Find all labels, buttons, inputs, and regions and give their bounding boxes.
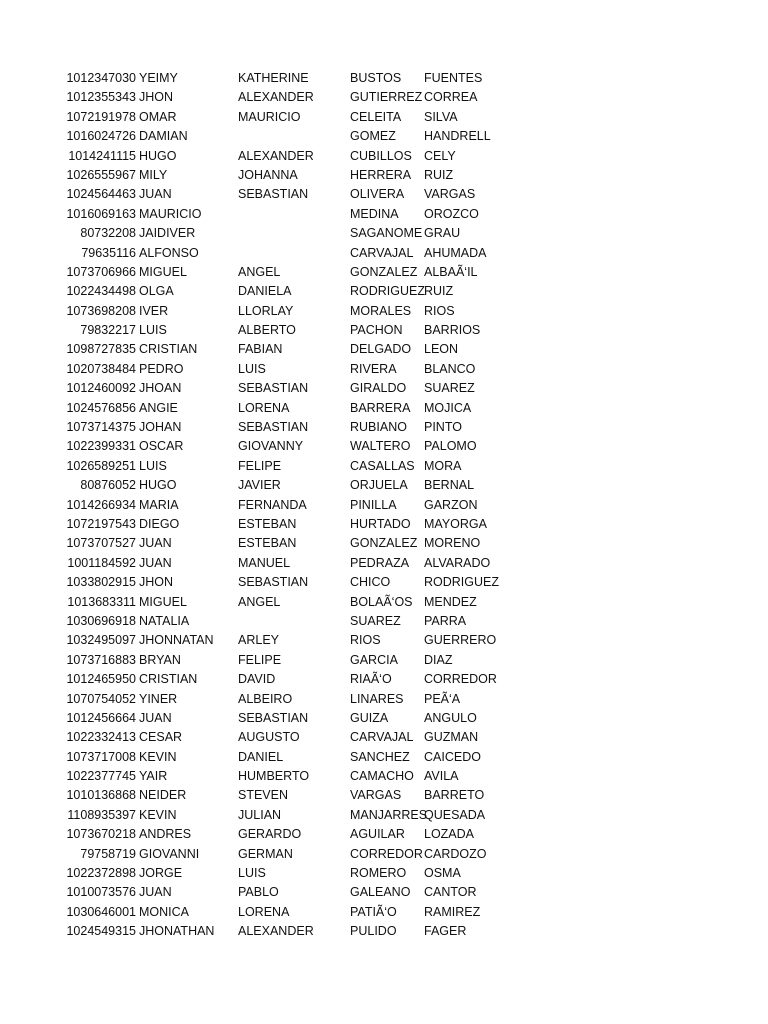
first-name: DAMIAN xyxy=(139,129,188,144)
second-name: STEVEN xyxy=(238,788,289,803)
first-surname: LINARES xyxy=(350,691,404,706)
id-number: 1026555967 xyxy=(66,167,136,182)
id-number: 1033802915 xyxy=(66,575,136,590)
list-row xyxy=(0,825,768,844)
first-surname: GONZALEZ xyxy=(350,536,418,551)
first-surname: GUTIERREZ xyxy=(350,90,423,105)
id-number: 1022332413 xyxy=(66,730,136,745)
first-name: OSCAR xyxy=(139,439,184,454)
first-surname: GIRALDO xyxy=(350,381,407,396)
id-number: 1001184592 xyxy=(67,555,136,570)
first-surname: MEDINA xyxy=(350,206,399,221)
second-surname: BLANCO xyxy=(424,361,476,376)
list-row xyxy=(0,224,768,243)
first-surname: MORALES xyxy=(350,303,412,318)
first-name: JHONATHAN xyxy=(139,924,215,939)
second-surname: SUAREZ xyxy=(424,381,475,396)
id-number: 1098727835 xyxy=(66,342,136,357)
id-number: 1024549315 xyxy=(66,924,136,939)
list-row xyxy=(0,399,768,418)
second-surname: FAGER xyxy=(424,924,467,939)
second-name: ALEXANDER xyxy=(238,924,314,939)
list-row xyxy=(0,709,768,728)
second-name: JAVIER xyxy=(238,478,281,493)
second-name: LUIS xyxy=(238,361,266,376)
first-name: ANGIE xyxy=(139,400,178,415)
first-surname: CASALLAS xyxy=(350,458,415,473)
second-surname: QUESADA xyxy=(424,807,486,822)
first-surname: RIOS xyxy=(350,633,381,648)
id-number: 1072191978 xyxy=(66,109,136,124)
id-number: 1014266934 xyxy=(66,497,136,512)
first-name: JHONNATAN xyxy=(139,633,214,648)
list-row xyxy=(0,88,768,107)
first-name: JAIDIVER xyxy=(139,226,196,241)
second-surname: RODRIGUEZ xyxy=(424,575,499,590)
list-row xyxy=(0,670,768,689)
id-number: 79832217 xyxy=(80,323,136,338)
id-number: 80732208 xyxy=(80,226,136,241)
first-surname: PEDRAZA xyxy=(350,555,410,570)
second-name: AUGUSTO xyxy=(238,730,300,745)
second-name: FELIPE xyxy=(238,652,282,667)
id-number: 1014241115 xyxy=(68,148,136,163)
first-name: KEVIN xyxy=(139,807,177,822)
second-surname: GRAU xyxy=(424,226,461,241)
second-name: ANGEL xyxy=(238,594,281,609)
first-surname: CORREDOR xyxy=(350,846,423,861)
first-name: LUIS xyxy=(139,458,167,473)
first-name: YAIR xyxy=(139,769,168,784)
second-surname: PARRA xyxy=(424,613,467,628)
list-row xyxy=(0,166,768,185)
first-surname: ORJUELA xyxy=(350,478,408,493)
id-number: 80876052 xyxy=(80,478,136,493)
list-row xyxy=(0,903,768,922)
first-surname: CHICO xyxy=(350,575,391,590)
list-row xyxy=(0,573,768,592)
list-row xyxy=(0,651,768,670)
first-name: JORGE xyxy=(139,866,183,881)
first-name: KEVIN xyxy=(139,749,177,764)
second-surname: MENDEZ xyxy=(424,594,477,609)
second-surname: PALOMO xyxy=(424,439,477,454)
second-surname: OSMA xyxy=(424,866,461,881)
second-surname: LOZADA xyxy=(424,827,475,842)
id-number: 1032495097 xyxy=(66,633,136,648)
second-name: SEBASTIAN xyxy=(238,420,309,435)
second-surname: PINTO xyxy=(424,420,462,435)
second-name: DAVID xyxy=(238,672,276,687)
second-name: ALEXANDER xyxy=(238,148,314,163)
second-name: LORENA xyxy=(238,904,290,919)
first-name: LUIS xyxy=(139,323,167,338)
first-name: MILY xyxy=(139,167,168,182)
first-surname: OLIVERA xyxy=(350,187,405,202)
first-name: JUAN xyxy=(139,710,172,725)
first-surname: GOMEZ xyxy=(350,129,396,144)
first-name: JHOAN xyxy=(139,381,182,396)
second-surname: RUIZ xyxy=(424,284,454,299)
list-row xyxy=(0,418,768,437)
id-number: 1012456664 xyxy=(66,710,136,725)
second-name: LUIS xyxy=(238,866,266,881)
list-row xyxy=(0,922,768,941)
first-surname: HURTADO xyxy=(350,516,411,531)
first-name: YEIMY xyxy=(139,71,178,85)
id-number: 1022434498 xyxy=(66,284,136,299)
id-number: 1073706966 xyxy=(66,264,136,279)
first-name: CRISTIAN xyxy=(139,342,198,357)
first-surname: CUBILLOS xyxy=(350,148,412,163)
second-surname: ANGULO xyxy=(424,710,477,725)
list-row xyxy=(0,244,768,263)
second-surname: RAMIREZ xyxy=(424,904,481,919)
second-name: GERMAN xyxy=(238,846,293,861)
list-row xyxy=(0,845,768,864)
second-name: ALEXANDER xyxy=(238,90,314,105)
id-number: 1073717008 xyxy=(66,749,136,764)
id-number: 1070754052 xyxy=(66,691,136,706)
second-surname: MAYORGA xyxy=(424,516,487,531)
id-number: 1022377745 xyxy=(66,769,136,784)
second-surname: CELY xyxy=(424,148,456,163)
id-number: 1030646001 xyxy=(66,904,136,919)
list-row xyxy=(0,476,768,495)
first-name: OLGA xyxy=(139,284,174,299)
list-row xyxy=(0,554,768,573)
first-surname: CELEITA xyxy=(350,109,402,124)
second-name: ANGEL xyxy=(238,264,281,279)
second-surname: CORREA xyxy=(424,90,478,105)
second-surname: GUZMAN xyxy=(424,730,479,745)
second-name: FABIAN xyxy=(238,342,283,357)
id-number: 1024564463 xyxy=(66,187,136,202)
second-surname: GARZON xyxy=(424,497,478,512)
first-surname: GARCIA xyxy=(350,652,398,667)
first-name: YINER xyxy=(139,691,178,706)
first-name: JUAN xyxy=(139,536,172,551)
second-surname: HANDRELL xyxy=(424,129,491,144)
list-row xyxy=(0,302,768,321)
list-row xyxy=(0,767,768,786)
first-surname: WALTERO xyxy=(350,439,411,454)
second-surname: MORA xyxy=(424,458,462,473)
second-surname: BARRETO xyxy=(424,788,485,803)
list-row xyxy=(0,69,768,88)
list-row xyxy=(0,108,768,127)
first-surname: CARVAJAL xyxy=(350,245,414,260)
list-row xyxy=(0,786,768,805)
first-name: MIGUEL xyxy=(139,594,187,609)
second-surname: ALVARADO xyxy=(424,555,491,570)
first-surname: RIAÃ‘O xyxy=(350,672,392,687)
id-number: 1022399331 xyxy=(66,439,136,454)
second-surname: CANTOR xyxy=(424,885,477,900)
second-surname: DIAZ xyxy=(424,652,453,667)
second-name: ARLEY xyxy=(238,633,279,648)
list-row xyxy=(0,205,768,224)
id-number: 1012347030 xyxy=(66,71,136,85)
first-surname: AGUILAR xyxy=(350,827,405,842)
first-name: HUGO xyxy=(139,478,177,493)
first-name: DIEGO xyxy=(139,516,180,531)
second-name: SEBASTIAN xyxy=(238,381,309,396)
list-row xyxy=(0,593,768,612)
id-number: 1010073576 xyxy=(66,885,136,900)
list-row xyxy=(0,864,768,883)
first-surname: BARRERA xyxy=(350,400,411,415)
first-surname: GUIZA xyxy=(350,710,389,725)
first-name: MIGUEL xyxy=(139,264,187,279)
first-name: OMAR xyxy=(139,109,177,124)
second-surname: BERNAL xyxy=(424,478,475,493)
list-row xyxy=(0,321,768,340)
id-number: 1012355343 xyxy=(66,90,136,105)
list-row xyxy=(0,457,768,476)
second-surname: GUERRERO xyxy=(424,633,497,648)
first-name: ANDRES xyxy=(139,827,192,842)
second-name: ESTEBAN xyxy=(238,516,297,531)
second-surname: CAICEDO xyxy=(424,749,481,764)
first-surname: PINILLA xyxy=(350,497,397,512)
first-surname: DELGADO xyxy=(350,342,412,357)
list-row xyxy=(0,127,768,146)
id-number: 1022372898 xyxy=(66,866,136,881)
id-number: 1030696918 xyxy=(66,613,136,628)
first-name: MONICA xyxy=(139,904,189,919)
second-name: FELIPE xyxy=(238,458,282,473)
first-name: BRYAN xyxy=(139,652,181,667)
first-surname: SANCHEZ xyxy=(350,749,410,764)
second-name: DANIEL xyxy=(238,749,284,764)
first-name: CRISTIAN xyxy=(139,672,198,687)
first-surname: VARGAS xyxy=(350,788,402,803)
first-name: MAURICIO xyxy=(139,206,202,221)
list-row xyxy=(0,806,768,825)
second-name: ALBEIRO xyxy=(238,691,293,706)
first-surname: RUBIANO xyxy=(350,420,407,435)
first-surname: BOLAÃ‘OS xyxy=(350,594,413,609)
first-name: NEIDER xyxy=(139,788,187,803)
second-name: KATHERINE xyxy=(238,71,309,85)
name-list xyxy=(0,69,768,942)
second-surname: OROZCO xyxy=(424,206,479,221)
id-number: 1013683311 xyxy=(67,594,136,609)
second-name: MANUEL xyxy=(238,555,291,570)
second-name: ESTEBAN xyxy=(238,536,297,551)
first-surname: GALEANO xyxy=(350,885,411,900)
first-surname: PULIDO xyxy=(350,924,397,939)
second-name: FERNANDA xyxy=(238,497,307,512)
first-name: JUAN xyxy=(139,885,172,900)
id-number: 1073698208 xyxy=(66,303,136,318)
second-surname: RUIZ xyxy=(424,167,454,182)
second-name: SEBASTIAN xyxy=(238,187,309,202)
id-number: 1012465950 xyxy=(66,672,136,687)
second-name: GIOVANNY xyxy=(238,439,304,454)
list-row xyxy=(0,690,768,709)
id-number: 1073714375 xyxy=(66,420,136,435)
first-name: JHON xyxy=(139,90,174,105)
first-surname: ROMERO xyxy=(350,866,407,881)
first-surname: RODRIGUEZ xyxy=(350,284,425,299)
first-surname: CAMACHO xyxy=(350,769,414,784)
list-row xyxy=(0,728,768,747)
second-surname: FUENTES xyxy=(424,71,483,85)
second-surname: MOJICA xyxy=(424,400,472,415)
first-name: HUGO xyxy=(139,148,177,163)
first-surname: RIVERA xyxy=(350,361,397,376)
first-name: JUAN xyxy=(139,187,172,202)
id-number: 1016069163 xyxy=(66,206,136,221)
second-surname: RIOS xyxy=(424,303,455,318)
second-surname: LEON xyxy=(424,342,459,357)
id-number: 1072197543 xyxy=(66,516,136,531)
second-name: DANIELA xyxy=(238,284,292,299)
first-name: CESAR xyxy=(139,730,183,745)
second-surname: SILVA xyxy=(424,109,458,124)
second-name: ALBERTO xyxy=(238,323,296,338)
first-surname: HERRERA xyxy=(350,167,412,182)
id-number: 1026589251 xyxy=(66,458,136,473)
list-row xyxy=(0,185,768,204)
list-row xyxy=(0,437,768,456)
first-name: JUAN xyxy=(139,555,172,570)
list-row xyxy=(0,631,768,650)
second-name: SEBASTIAN xyxy=(238,575,309,590)
id-number: 1073716883 xyxy=(66,652,136,667)
second-name: LORENA xyxy=(238,400,290,415)
id-number: 79758719 xyxy=(80,846,136,861)
id-number: 1016024726 xyxy=(66,129,136,144)
second-surname: CORREDOR xyxy=(424,672,497,687)
second-surname: VARGAS xyxy=(424,187,476,202)
id-number: 1073707527 xyxy=(66,536,136,551)
first-name: NATALIA xyxy=(139,613,190,628)
first-name: MARIA xyxy=(139,497,179,512)
second-surname: BARRIOS xyxy=(424,323,481,338)
second-name: JULIAN xyxy=(238,807,282,822)
first-name: GIOVANNI xyxy=(139,846,200,861)
list-row xyxy=(0,748,768,767)
first-name: JOHAN xyxy=(139,420,182,435)
list-row xyxy=(0,340,768,359)
id-number: 1108935397 xyxy=(67,807,136,822)
list-row xyxy=(0,263,768,282)
second-name: SEBASTIAN xyxy=(238,710,309,725)
list-row xyxy=(0,612,768,631)
second-name: MAURICIO xyxy=(238,109,301,124)
first-surname: GONZALEZ xyxy=(350,264,418,279)
second-surname: AVILA xyxy=(424,769,459,784)
first-surname: SUAREZ xyxy=(350,613,401,628)
first-name: PEDRO xyxy=(139,361,184,376)
list-row xyxy=(0,360,768,379)
list-row xyxy=(0,515,768,534)
first-surname: BUSTOS xyxy=(350,71,402,85)
id-number: 1020738484 xyxy=(66,361,136,376)
list-row xyxy=(0,282,768,301)
id-number: 79635116 xyxy=(81,245,136,260)
first-name: IVER xyxy=(139,303,169,318)
second-surname: PEÃ‘A xyxy=(424,691,461,706)
second-name: JOHANNA xyxy=(238,167,298,182)
first-surname: SAGANOME xyxy=(350,226,423,241)
list-row xyxy=(0,147,768,166)
first-name: ALFONSO xyxy=(139,245,199,260)
list-row xyxy=(0,496,768,515)
second-name: HUMBERTO xyxy=(238,769,310,784)
first-surname: CARVAJAL xyxy=(350,730,414,745)
second-surname: ALBAÃ‘IL xyxy=(424,264,478,279)
id-number: 1010136868 xyxy=(66,788,136,803)
id-number: 1073670218 xyxy=(66,827,136,842)
second-name: LLORLAY xyxy=(238,303,294,318)
first-surname: PACHON xyxy=(350,323,403,338)
first-surname: PATIÃ‘O xyxy=(350,904,397,919)
id-number: 1012460092 xyxy=(66,381,136,396)
second-surname: AHUMADA xyxy=(424,245,487,260)
list-row xyxy=(0,883,768,902)
second-surname: MORENO xyxy=(424,536,481,551)
second-name: PABLO xyxy=(238,885,279,900)
first-surname: MANJARRES xyxy=(350,807,428,822)
list-row xyxy=(0,379,768,398)
second-surname: CARDOZO xyxy=(424,846,487,861)
list-row xyxy=(0,534,768,553)
id-number: 1024576856 xyxy=(66,400,136,415)
first-name: JHON xyxy=(139,575,174,590)
second-name: GERARDO xyxy=(238,827,302,842)
